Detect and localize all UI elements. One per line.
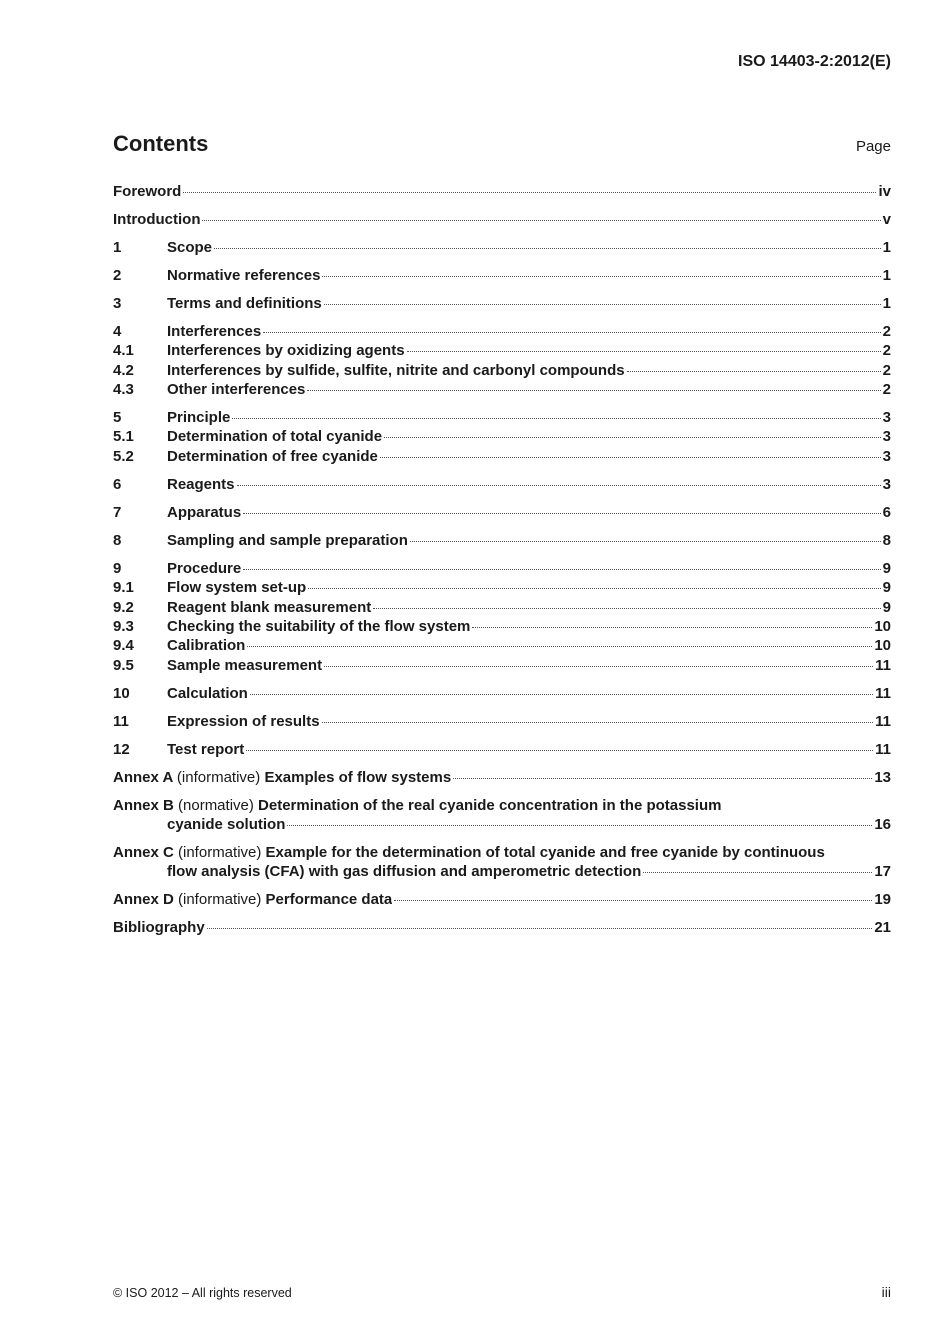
contents-title: Contents — [113, 131, 209, 156]
table-of-contents — [113, 182, 891, 938]
toc-annex-b[interactable]: Annex B (normative) Determination of the real cyanide concentration in the potassium cyanide solution 16 — [113, 796, 891, 834]
toc-entry[interactable]: 4 Interferences 2 — [113, 322, 891, 340]
toc-entry[interactable]: 5.2 Determination of free cyanide 3 — [113, 447, 891, 465]
toc-entry-introduction[interactable]: Introduction v — [113, 210, 891, 228]
toc-entry[interactable]: 10 Calculation 11 — [113, 684, 891, 702]
toc-entry[interactable]: 9.2 Reagent blank measurement 9 — [113, 598, 891, 616]
toc-annex-a[interactable]: Annex A (informative) Examples of flow systems 13 — [113, 768, 891, 786]
toc-annex-c[interactable]: Annex C (informative) Example for the determination of total cyanide and free cyanide by continuous flow analysis (CFA) with gas diffusion and amperometric detection 17 — [113, 844, 891, 881]
toc-entry[interactable]: 4.2 Interferences by sulfide, sulfite, nitrite and carbonyl compounds 2 — [113, 361, 891, 379]
toc-entry[interactable]: 4.3 Other interferences 2 — [113, 381, 891, 399]
toc-entry[interactable]: 8 Sampling and sample preparation 8 — [113, 531, 891, 549]
toc-entry-bibliography[interactable]: Bibliography 21 — [113, 919, 891, 937]
toc-entry[interactable]: 9.5 Sample measurement 11 — [113, 656, 891, 674]
toc-entry[interactable]: 2 Normative references 1 — [113, 266, 891, 284]
document-id: ISO 14403-2:2012(E) — [738, 53, 891, 70]
toc-entry[interactable]: 9.3 Checking the suitability of the flow system 10 — [113, 617, 891, 635]
toc-entry[interactable]: 9 Procedure 9 — [113, 559, 891, 577]
toc-entry[interactable]: 12 Test report 11 — [113, 740, 891, 758]
page-number: iii — [881, 1284, 891, 1300]
copyright-notice: © ISO 2012 – All rights reserved — [113, 1286, 292, 1300]
toc-entry[interactable]: 1 Scope 1 — [113, 238, 891, 256]
toc-entry-foreword[interactable]: Foreword iv — [113, 183, 891, 200]
toc-entry[interactable]: 9.4 Calibration 10 — [113, 637, 891, 655]
toc-entry[interactable]: 6 Reagents 3 — [113, 475, 891, 493]
toc-entry[interactable]: 11 Expression of results 11 — [113, 712, 891, 730]
toc-entry[interactable]: 3 Terms and definitions 1 — [113, 294, 891, 312]
toc-entry[interactable]: 4.1 Interferences by oxidizing agents 2 — [113, 342, 891, 360]
toc-entry[interactable]: 7 Apparatus 6 — [113, 503, 891, 521]
toc-entry[interactable]: 5 Principle 3 — [113, 409, 891, 427]
page-column-label: Page — [855, 138, 891, 155]
toc-entry[interactable]: 5.1 Determination of total cyanide 3 — [113, 428, 891, 446]
toc-entry[interactable]: 9.1 Flow system set-up 9 — [113, 579, 891, 597]
toc-annex-d[interactable]: Annex D (informative) Performance data 19 — [113, 891, 891, 909]
